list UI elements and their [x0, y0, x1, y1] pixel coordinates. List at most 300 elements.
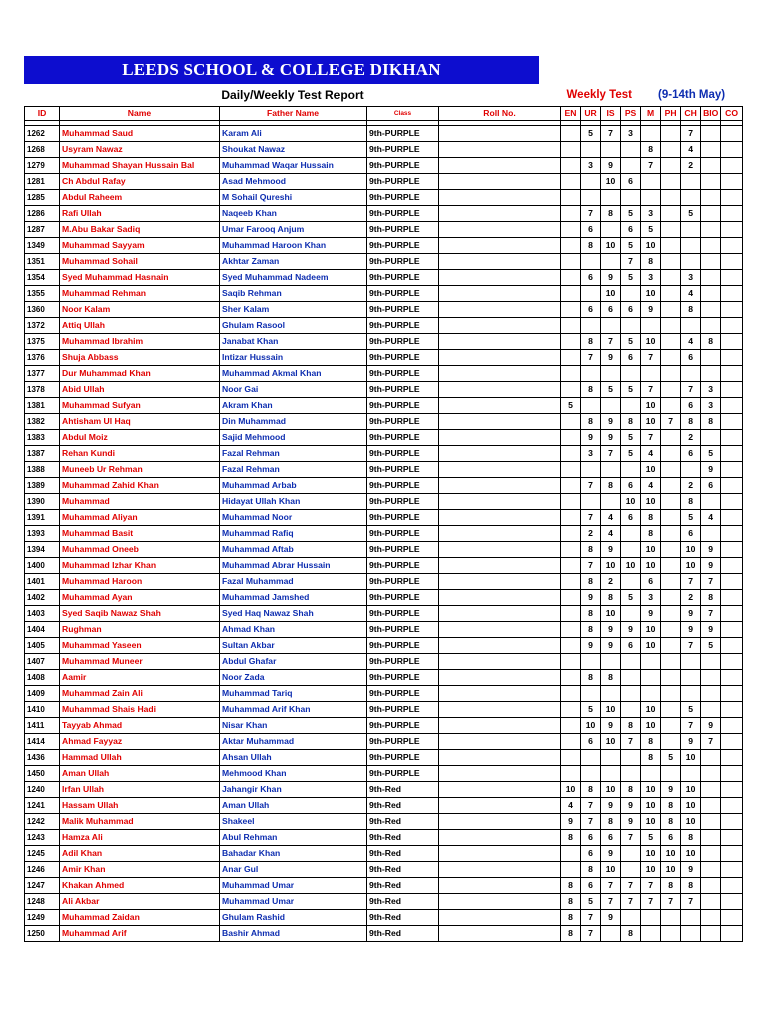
score-cell: 8	[581, 238, 601, 254]
score-cell	[681, 190, 701, 206]
score-cell: 10	[681, 798, 701, 814]
score-cell	[721, 366, 743, 382]
score-cell	[561, 494, 581, 510]
father-name: Fazal Muhammad	[220, 574, 367, 590]
score-cell	[701, 174, 721, 190]
score-cell	[721, 334, 743, 350]
score-cell	[701, 910, 721, 926]
roll-no-cell	[439, 318, 561, 334]
roll-no-cell	[439, 206, 561, 222]
student-id: 1387	[25, 446, 60, 462]
student-id: 1381	[25, 398, 60, 414]
score-cell: 6	[621, 174, 641, 190]
score-cell	[661, 318, 681, 334]
table-row	[25, 494, 743, 510]
score-cell	[721, 414, 743, 430]
score-cell: 7	[581, 206, 601, 222]
class-cell: 9th-PURPLE	[367, 414, 439, 430]
table-row	[25, 862, 743, 878]
score-cell: 4	[601, 526, 621, 542]
student-id: 1388	[25, 462, 60, 478]
student-id: 1376	[25, 350, 60, 366]
score-cell: 7	[661, 894, 681, 910]
student-id: 1390	[25, 494, 60, 510]
student-name: Abdul Raheem	[60, 190, 220, 206]
score-cell: 7	[681, 574, 701, 590]
score-cell: 7	[661, 414, 681, 430]
score-cell	[681, 686, 701, 702]
student-name: Hassam Ullah	[60, 798, 220, 814]
class-cell: 9th-PURPLE	[367, 670, 439, 686]
score-cell	[561, 318, 581, 334]
father-name: Anar Gul	[220, 862, 367, 878]
score-cell	[701, 814, 721, 830]
student-name: Ch Abdul Rafay	[60, 174, 220, 190]
score-cell: 6	[641, 574, 661, 590]
student-name: Usyram Nawaz	[60, 142, 220, 158]
score-cell	[561, 190, 581, 206]
score-cell: 9	[661, 782, 681, 798]
score-cell: 9	[681, 734, 701, 750]
student-id: 1349	[25, 238, 60, 254]
score-cell: 8	[581, 382, 601, 398]
score-cell	[721, 606, 743, 622]
score-cell	[621, 190, 641, 206]
father-name: Asad Mehmood	[220, 174, 367, 190]
score-cell	[661, 686, 681, 702]
score-cell	[721, 350, 743, 366]
table-row	[25, 574, 743, 590]
table-row	[25, 510, 743, 526]
table-row	[25, 382, 743, 398]
score-cell: 4	[601, 510, 621, 526]
student-id: 1245	[25, 846, 60, 862]
score-cell	[661, 670, 681, 686]
score-cell: 7	[641, 350, 661, 366]
father-name: Muhammad Akmal Khan	[220, 366, 367, 382]
score-cell	[561, 302, 581, 318]
score-cell	[641, 686, 661, 702]
father-name: Shakeel	[220, 814, 367, 830]
class-cell: 9th-PURPLE	[367, 398, 439, 414]
class-cell: 9th-Red	[367, 878, 439, 894]
student-id: 1403	[25, 606, 60, 622]
student-id: 1405	[25, 638, 60, 654]
father-name: Muhammad Noor	[220, 510, 367, 526]
score-cell: 8	[681, 494, 701, 510]
table-row	[25, 686, 743, 702]
score-cell: 7	[641, 430, 661, 446]
score-cell: 7	[581, 350, 601, 366]
class-cell: 9th-PURPLE	[367, 382, 439, 398]
score-cell: 10	[641, 798, 661, 814]
father-name: Muhammad Arbab	[220, 478, 367, 494]
score-cell	[661, 174, 681, 190]
table-row	[25, 702, 743, 718]
score-cell	[721, 670, 743, 686]
score-cell: 8	[621, 782, 641, 798]
score-cell	[601, 254, 621, 270]
student-name: Amir Khan	[60, 862, 220, 878]
table-row	[25, 542, 743, 558]
roll-no-cell	[439, 798, 561, 814]
table-row	[25, 222, 743, 238]
student-name: Abid Ullah	[60, 382, 220, 398]
score-cell: 5	[621, 206, 641, 222]
class-cell: 9th-PURPLE	[367, 334, 439, 350]
score-cell	[661, 286, 681, 302]
father-name: Muhammad Haroon Khan	[220, 238, 367, 254]
score-cell	[621, 462, 641, 478]
class-cell: 9th-PURPLE	[367, 206, 439, 222]
score-cell: 2	[681, 158, 701, 174]
student-name: Muhammad Aliyan	[60, 510, 220, 526]
score-cell	[721, 558, 743, 574]
table-row	[25, 206, 743, 222]
table-row	[25, 814, 743, 830]
score-cell	[681, 910, 701, 926]
score-cell	[721, 910, 743, 926]
score-cell: 8	[601, 206, 621, 222]
student-name: Irfan Ullah	[60, 782, 220, 798]
score-cell	[681, 174, 701, 190]
score-cell: 9	[641, 606, 661, 622]
student-id: 1242	[25, 814, 60, 830]
score-cell: 8	[561, 910, 581, 926]
score-cell: 6	[681, 398, 701, 414]
score-cell: 3	[621, 126, 641, 142]
table-row	[25, 254, 743, 270]
table-row	[25, 654, 743, 670]
score-cell	[641, 190, 661, 206]
score-cell	[641, 766, 661, 782]
score-cell: 2	[681, 590, 701, 606]
score-cell: 9	[581, 590, 601, 606]
score-cell	[721, 734, 743, 750]
father-name: Abdul Ghafar	[220, 654, 367, 670]
score-cell	[561, 574, 581, 590]
header-subject: BIO	[701, 107, 721, 121]
student-name: Muhammad Sayyam	[60, 238, 220, 254]
score-cell: 10	[601, 702, 621, 718]
score-cell: 8	[621, 926, 641, 942]
score-cell	[701, 126, 721, 142]
score-cell	[561, 174, 581, 190]
score-cell	[581, 494, 601, 510]
student-id: 1382	[25, 414, 60, 430]
table-row	[25, 174, 743, 190]
score-cell: 8	[581, 782, 601, 798]
class-cell: 9th-PURPLE	[367, 270, 439, 286]
score-cell: 7	[581, 798, 601, 814]
score-cell	[641, 654, 661, 670]
score-cell	[721, 158, 743, 174]
father-name: Ghulam Rasool	[220, 318, 367, 334]
student-id: 1408	[25, 670, 60, 686]
score-cell	[581, 286, 601, 302]
student-id: 1407	[25, 654, 60, 670]
student-id: 1410	[25, 702, 60, 718]
score-cell	[661, 350, 681, 366]
score-cell: 4	[561, 798, 581, 814]
score-cell	[721, 894, 743, 910]
roll-no-cell	[439, 654, 561, 670]
student-name: M.Abu Bakar Sadiq	[60, 222, 220, 238]
score-cell: 10	[641, 862, 661, 878]
header-subject: IS	[601, 107, 621, 121]
score-cell: 8	[661, 814, 681, 830]
father-name: Muhammad Jamshed	[220, 590, 367, 606]
score-cell	[581, 750, 601, 766]
score-cell: 8	[581, 414, 601, 430]
class-cell: 9th-PURPLE	[367, 702, 439, 718]
score-cell: 9	[701, 622, 721, 638]
score-cell: 6	[621, 350, 641, 366]
score-cell	[561, 478, 581, 494]
table-row	[25, 750, 743, 766]
score-cell: 8	[581, 670, 601, 686]
score-cell: 7	[641, 894, 661, 910]
score-cell	[701, 158, 721, 174]
score-cell: 10	[641, 494, 661, 510]
table-row	[25, 398, 743, 414]
score-cell: 7	[581, 814, 601, 830]
score-cell: 4	[681, 142, 701, 158]
score-cell: 9	[701, 462, 721, 478]
score-cell	[581, 686, 601, 702]
father-name: Aktar Muhammad	[220, 734, 367, 750]
score-cell	[601, 494, 621, 510]
header-row	[25, 107, 743, 121]
score-cell: 10	[561, 782, 581, 798]
score-cell	[721, 190, 743, 206]
student-id: 1351	[25, 254, 60, 270]
roll-no-cell	[439, 462, 561, 478]
score-cell	[561, 286, 581, 302]
student-id: 1250	[25, 926, 60, 942]
score-cell: 7	[601, 878, 621, 894]
score-cell: 8	[561, 830, 581, 846]
student-name: Adil Khan	[60, 846, 220, 862]
student-id: 1389	[25, 478, 60, 494]
score-cell	[601, 398, 621, 414]
header-subject: EN	[561, 107, 581, 121]
score-cell: 4	[641, 446, 661, 462]
class-cell: 9th-PURPLE	[367, 222, 439, 238]
score-cell: 5	[581, 702, 601, 718]
roll-no-cell	[439, 238, 561, 254]
score-cell	[601, 222, 621, 238]
score-cell: 10	[641, 718, 661, 734]
father-name: Muhammad Arif Khan	[220, 702, 367, 718]
score-cell: 8	[601, 590, 621, 606]
class-cell: 9th-PURPLE	[367, 158, 439, 174]
score-cell	[661, 638, 681, 654]
score-cell: 10	[681, 542, 701, 558]
roll-no-cell	[439, 558, 561, 574]
score-cell	[721, 430, 743, 446]
score-cell	[561, 718, 581, 734]
score-cell: 8	[681, 878, 701, 894]
roll-no-cell	[439, 366, 561, 382]
roll-no-cell	[439, 622, 561, 638]
score-cell: 6	[581, 878, 601, 894]
student-name: Muhammad	[60, 494, 220, 510]
score-cell: 8	[561, 894, 581, 910]
score-cell: 5	[621, 334, 641, 350]
roll-no-cell	[439, 254, 561, 270]
father-name: Abul Rehman	[220, 830, 367, 846]
father-name: Muhammad Umar	[220, 878, 367, 894]
roll-no-cell	[439, 670, 561, 686]
roll-no-cell	[439, 782, 561, 798]
score-cell: 6	[621, 302, 641, 318]
score-cell: 6	[581, 302, 601, 318]
score-cell	[561, 462, 581, 478]
class-cell: 9th-PURPLE	[367, 590, 439, 606]
table-row	[25, 526, 743, 542]
father-name: Hidayat Ullah Khan	[220, 494, 367, 510]
score-cell	[581, 766, 601, 782]
student-name: Muhammad Zahid Khan	[60, 478, 220, 494]
roll-no-cell	[439, 590, 561, 606]
table-row	[25, 286, 743, 302]
score-cell: 4	[641, 478, 661, 494]
score-cell: 9	[601, 270, 621, 286]
score-cell: 8	[641, 510, 661, 526]
class-cell: 9th-PURPLE	[367, 750, 439, 766]
class-cell: 9th-PURPLE	[367, 558, 439, 574]
score-cell	[601, 654, 621, 670]
score-cell	[661, 366, 681, 382]
student-id: 1354	[25, 270, 60, 286]
score-cell	[621, 910, 641, 926]
score-cell: 10	[641, 398, 661, 414]
score-cell: 8	[701, 590, 721, 606]
roll-no-cell	[439, 526, 561, 542]
score-cell: 5	[601, 382, 621, 398]
roll-no-cell	[439, 382, 561, 398]
score-cell: 9	[701, 542, 721, 558]
score-cell	[661, 590, 681, 606]
father-name: Janabat Khan	[220, 334, 367, 350]
score-cell: 8	[661, 798, 681, 814]
father-name: Ahmad Khan	[220, 622, 367, 638]
score-cell	[701, 366, 721, 382]
score-cell	[661, 494, 681, 510]
score-cell	[661, 526, 681, 542]
class-cell: 9th-PURPLE	[367, 526, 439, 542]
score-cell	[701, 878, 721, 894]
score-cell	[721, 798, 743, 814]
student-id: 1355	[25, 286, 60, 302]
roll-no-cell	[439, 894, 561, 910]
score-cell: 7	[601, 446, 621, 462]
score-cell	[701, 526, 721, 542]
score-cell	[661, 222, 681, 238]
score-cell: 3	[641, 590, 661, 606]
score-cell: 10	[641, 334, 661, 350]
score-cell: 2	[581, 526, 601, 542]
student-id: 1287	[25, 222, 60, 238]
score-cell: 7	[641, 158, 661, 174]
score-cell: 8	[701, 414, 721, 430]
score-cell	[701, 798, 721, 814]
score-cell	[701, 222, 721, 238]
student-id: 1279	[25, 158, 60, 174]
score-cell	[561, 334, 581, 350]
score-cell: 7	[701, 574, 721, 590]
table-row	[25, 590, 743, 606]
score-cell	[661, 238, 681, 254]
score-cell	[661, 910, 681, 926]
score-cell	[601, 366, 621, 382]
score-cell	[681, 254, 701, 270]
father-name: Akhtar Zaman	[220, 254, 367, 270]
score-cell	[621, 286, 641, 302]
score-cell	[721, 238, 743, 254]
score-cell	[721, 926, 743, 942]
score-cell	[661, 254, 681, 270]
score-cell	[621, 846, 641, 862]
score-cell: 7	[681, 382, 701, 398]
score-cell	[661, 142, 681, 158]
score-cell	[641, 366, 661, 382]
header-subject: PS	[621, 107, 641, 121]
score-cell	[561, 238, 581, 254]
score-cell: 6	[621, 510, 641, 526]
student-name: Malik Muhammad	[60, 814, 220, 830]
class-cell: 9th-PURPLE	[367, 430, 439, 446]
student-name: Muhammad Ibrahim	[60, 334, 220, 350]
score-cell: 10	[641, 782, 661, 798]
table-row	[25, 910, 743, 926]
score-cell	[561, 734, 581, 750]
father-name: Muhammad Tariq	[220, 686, 367, 702]
score-cell: 7	[621, 878, 641, 894]
score-cell: 5	[701, 638, 721, 654]
score-cell: 7	[601, 126, 621, 142]
roll-no-cell	[439, 702, 561, 718]
score-cell	[561, 702, 581, 718]
student-id: 1400	[25, 558, 60, 574]
class-cell: 9th-PURPLE	[367, 366, 439, 382]
table-row	[25, 926, 743, 942]
student-id: 1383	[25, 430, 60, 446]
student-id: 1248	[25, 894, 60, 910]
score-cell: 10	[581, 718, 601, 734]
score-cell: 8	[641, 254, 661, 270]
roll-no-cell	[439, 926, 561, 942]
class-cell: 9th-PURPLE	[367, 462, 439, 478]
roll-no-cell	[439, 446, 561, 462]
father-name: Muhammad Abrar Hussain	[220, 558, 367, 574]
class-cell: 9th-Red	[367, 910, 439, 926]
student-name: Muhammad Izhar Khan	[60, 558, 220, 574]
father-name: Syed Haq Nawaz Shah	[220, 606, 367, 622]
roll-no-cell	[439, 718, 561, 734]
score-cell	[561, 254, 581, 270]
score-cell	[661, 126, 681, 142]
class-cell: 9th-PURPLE	[367, 238, 439, 254]
father-name: Ghulam Rashid	[220, 910, 367, 926]
score-cell	[701, 830, 721, 846]
score-cell: 10	[621, 494, 641, 510]
score-cell	[581, 174, 601, 190]
score-cell	[701, 702, 721, 718]
score-cell	[701, 654, 721, 670]
roll-no-cell	[439, 302, 561, 318]
